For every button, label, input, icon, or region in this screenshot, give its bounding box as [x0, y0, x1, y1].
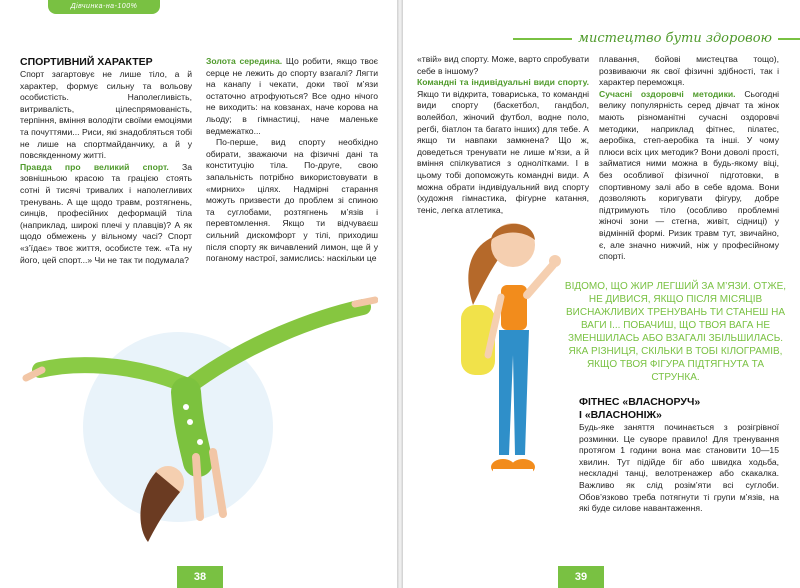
- left-ribbon: [48, 0, 160, 14]
- right-col2-lead: Сучасні оздоровчі методики.: [599, 88, 736, 99]
- right-col1-lead: Командні та індивідуальні види спорту.: [417, 77, 589, 88]
- quote-block: ВІДОМО, ЩО ЖИР ЛЕГШИЙ ЗА М’ЯЗИ. ОТЖЕ, НЕ ДИВИСЯ, ЯКЩО ПІСЛЯ МІСЯЦІВ ВИСНАЖЛИВИХ ТРЕНУВАНЬ ТИ СТАНЕШ НА ВАГИ І... ПОБАЧИШ, ЩО ТВОЯ ВАГА НЕ ЗМЕНШИЛАСЬ АБО ВЗАГАЛІ ЗБІЛЬШИЛАСЬ. ЯКА РІЗНИЦЯ, СКІЛЬКИ В ТОБІ КІЛОГРАМІВ, ЯКЩО ТВОЯ ФІГУРА ПІДТЯГНУТА ТА СТРУНКА.: [564, 281, 787, 383]
- fitness-paragraph: Будь-яке заняття починається з розігрівної розминки. Це суворе правило! Для тренування протягом 1 години вона має становити 10—15 хвилин. Тут підійде біг або швидка ходьба, нескладні танці, велотренажер або скакалка. Важливо як слід розім’яти всі суглоби. Обов’язково треба потягнути ті групи м’язів, на які буде силове навантаження.: [579, 422, 779, 514]
- right-col1-paragraph-1: «твій» вид спорту. Може, варто спробувати себе в іншому?: [417, 54, 589, 76]
- left-column-2: [206, 56, 378, 265]
- gymnast-illustration: [18, 292, 378, 562]
- right-col2-paragraph-1: плавання, бойові мистецтва тощо), розвиваючи як свої фізичні здібності, так і характер переможця.: [599, 54, 779, 88]
- left-ribbon-text: Дівчинка-на-100%: [70, 3, 138, 10]
- left-page: [0, 0, 397, 588]
- right-column-2: [599, 54, 779, 263]
- right-ribbon-text: мистецтво бути здоровою: [572, 28, 778, 50]
- left-col2-paragraph-2: По-перше, вид спорту необхідно обирати, зважаючи на фізичні дані та конституцію тіла. По-друге, свою запальність потрібно використовувати в «мирних» цілях. Надмірні старання можуть призвести до проблем зі спиною та суглобами, розтягнень м’язів і перевтомлення. Якщо ти відчуваєш сильний дискомфорт у тілі, приходиш після спорту як вичавлений лимон, ще й у поганому настрої, замислись: наскільки це: [206, 137, 378, 264]
- left-heading: СПОРТИВНИЙ ХАРАКТЕР: [20, 56, 153, 68]
- left-column-1: [20, 56, 192, 266]
- right-ribbon: [513, 28, 800, 50]
- right-page: [403, 0, 800, 588]
- girl-thumbs-up-illustration: [443, 205, 583, 505]
- page-number-left: 38: [177, 566, 223, 588]
- right-col1-paragraph-2: Якщо ти відкрита, товариська, то командні види спорту (баскетбол, гандбол, волейбол, жіночий футбол, водне поло, регбі, біатлон та багато інших) для тебе. А якщо ти навпаки замкнена? Що ж, доведеться тренувати не лише м’язи, а й вміння спілкуватися з однолітками. І в цьому тобі допоможуть командні види. А можна обрати індивідуальний вид спорту (художня гімнастика, фігурне катання, теніс, легка атлетика,: [417, 88, 589, 215]
- fitness-heading-line-1: ФІТНЕС «ВЛАСНОРУЧ»: [579, 396, 701, 408]
- right-col2-paragraph-2: Сьогодні велику популярність серед дівчат та жінок мають різноманітні сучасні оздоровчі методики, наприклад фітнес, пілатес, аеробіка, степ-аеробіка та інші. У чому плюси всіх цих методик? Вони доволі прості, займатися ними можна в будь-якому віці, без особливої фізичної підготовки, в спортивному залі або в себе вдома. Вони дозволяють коригувати фігуру, добре підтримують тіло (особливо проблемні жіночі зони — стегна, живіт, сідниці) у відмінній формі. Ризик травм тут, звичайно, є, але значно нижчий, ніж у професійному спорті.: [599, 88, 779, 262]
- left-col1-paragraph-2: За зовнішньою красою та грацією стоять сотні й тисячі тривалих і наполегливих тренувань. А ще щодо травм, розтягнень, синців, професійних деформацій тіла (наприклад, широкі плечі у плавців)? А як щодо обмежень у вільному часі? Спорт «з’їдає» твоє життя, особисте теж. «Та ну його, цей спорт...» Чи не так ти подумала?: [20, 161, 192, 265]
- page-number-right: 39: [558, 566, 604, 588]
- left-col2-paragraph-1: Що робити, якщо твоє серце не лежить до спорту взагалі? Лягти на канапу і чекати, доки твої м’язи остаточно атрофуються? Все одно нічого не виходить: на ковзанах, наче корова на льоду; в гімнастиці, наче маленьке ведмежатко...: [206, 56, 379, 136]
- left-col2-lead: Золота середина.: [206, 56, 283, 66]
- fitness-heading-line-2: І «ВЛАСНОНІЖ»: [579, 409, 662, 421]
- left-col1-paragraph-1: Спорт загартовує не лише тіло, а й характер, формує сильну та вольову особистість. Наполегливість, витривалість, цілеспрямованість, терпіння, вміння володіти своїми емоціями та почуттями... Риси, які знадобляться тобі не лише на спортмайданчику, а й у повсякденному житті.: [20, 69, 192, 161]
- left-col1-lead: Правда про великий спорт.: [20, 161, 169, 172]
- right-column-1: [417, 54, 589, 216]
- fitness-section: [579, 396, 779, 515]
